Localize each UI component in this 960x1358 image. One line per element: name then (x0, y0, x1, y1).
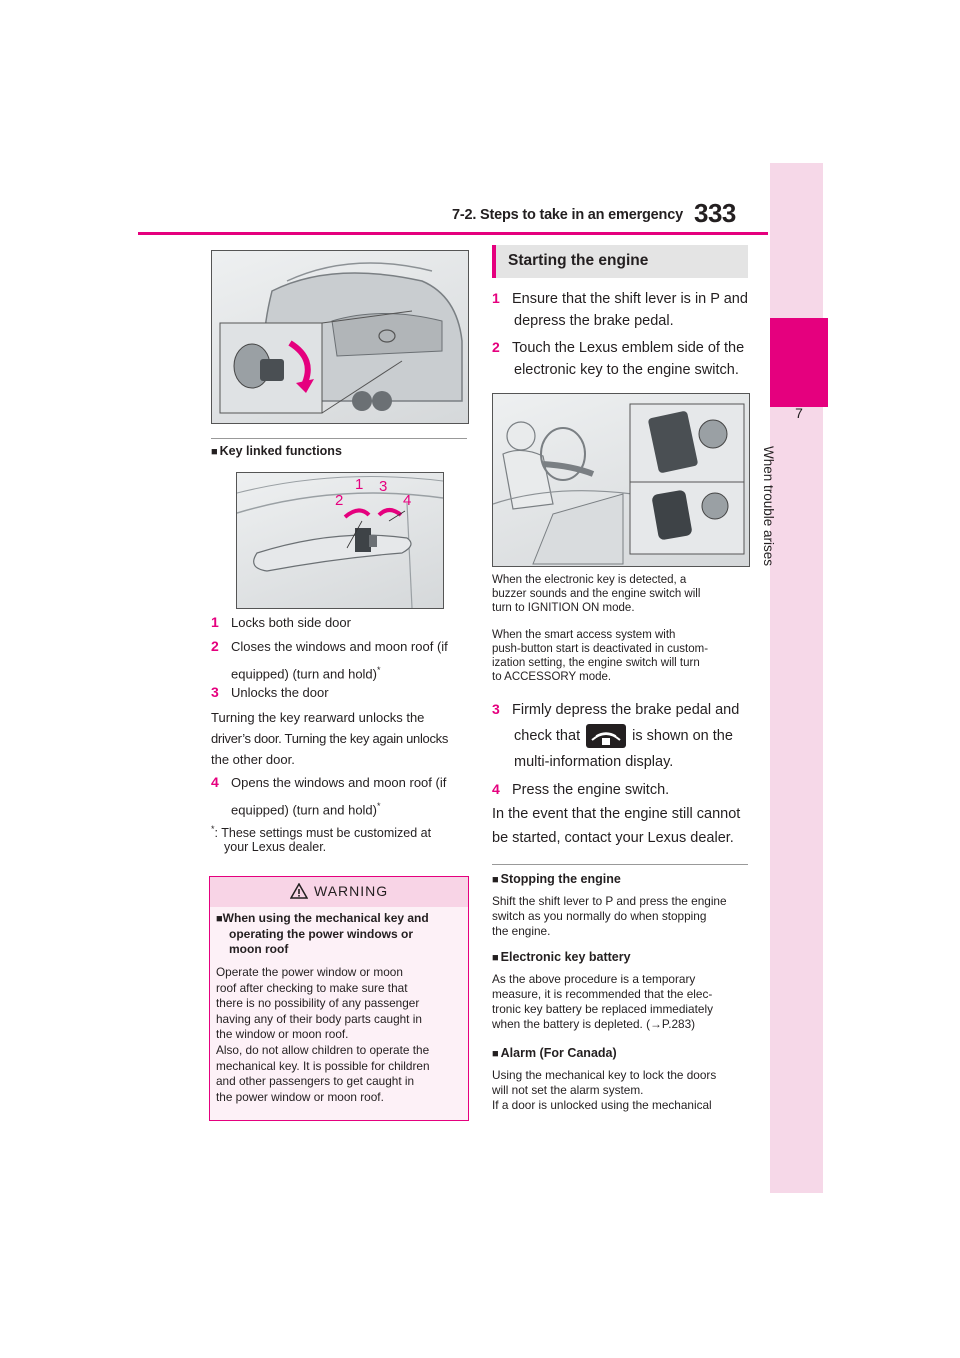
warning-title: WARNING (314, 883, 389, 899)
rear-trunk-illustration (211, 250, 469, 424)
diagram-label-3: 3 (379, 478, 388, 495)
warning-box (209, 876, 469, 1121)
door-handle-illustration (236, 472, 444, 609)
list-item: 3 Unlocks the door (211, 684, 329, 700)
note-1: When the electronic key is detected, a buzzer sounds and the engine switch will turn to IGNITION ON mode. (492, 574, 701, 614)
alarm-heading: ■ Alarm (For Canada) (492, 1046, 617, 1060)
step-4: 4 Press the engine switch. (492, 781, 670, 798)
step-2-cont: electronic key to the engine switch. (514, 362, 739, 378)
key-linked-heading: ■ Key linked functions (211, 444, 342, 458)
warning-triangle-icon (290, 883, 308, 899)
list-item: 1 Locks both side door (211, 614, 351, 630)
chapter-number: 7 (795, 405, 803, 421)
diagram-label-4: 4 (403, 492, 412, 509)
diagram-label-2: 2 (335, 492, 344, 509)
step-1-cont: depress the brake pedal. (514, 313, 674, 329)
step-2: 2 Touch the Lexus emblem side of the (492, 339, 745, 356)
note-2: When the smart access system with push-button start is deactivated in custom- ization setting, the engine switch will turn to ACCESSORY mode. (492, 629, 709, 683)
divider (211, 438, 467, 439)
arrow-right-icon: → (650, 1017, 662, 1031)
driver-key-drawing (493, 394, 749, 566)
stopping-text: Shift the shift lever to P and press the engine switch as you normally do when stopping the engine. (492, 894, 727, 938)
step-3: 3 Firmly depress the brake pedal and (492, 701, 740, 718)
event-text: In the event that the engine still cannot be started, contact your Lexus dealer. (492, 806, 741, 846)
warning-body: Operate the power window or moon roof after checking to make sure that there is no possibility of any passenger having any of their body parts caught in the window or moon roof. Also, do not allow children to operate the mechanical key. It is possible for children and other passengers to get caught in the power window or moon roof. (216, 965, 430, 1104)
stopping-heading: ■ Stopping the engine (492, 872, 621, 886)
section-title-bar (492, 245, 748, 278)
list-item: 2 Closes the windows and moon roof (if (211, 638, 448, 654)
brake-indicator-icon (586, 724, 626, 748)
diagram-label-1: 1 (355, 476, 364, 493)
alarm-text: Using the mechanical key to lock the doors will not set the alarm system. If a door is unlocked using the mechanical (492, 1068, 717, 1112)
car-rear-drawing (212, 251, 468, 423)
page-number: 333 (694, 198, 736, 228)
rearward-text-1: Turning the key rearward unlocks the (211, 710, 425, 725)
list-item: 4 Opens the windows and moon roof (if (211, 774, 447, 790)
rearward-text-2: driver’s door. Turning the key again unlocks (211, 731, 449, 746)
battery-text: As the above procedure is a temporary measure, it is recommended that the elec- tronic key battery be replaced immediately when the battery is depleted. (→P.283) (492, 972, 713, 1031)
door-handle-drawing (237, 473, 443, 608)
section-header: 7-2. Steps to take in an emergency (452, 207, 683, 223)
footnote-cont: your Lexus dealer. (224, 840, 327, 854)
header-rule (138, 232, 768, 235)
chapter-title: When trouble arises (761, 446, 776, 567)
page-reference[interactable]: P.283) (661, 1017, 696, 1031)
warning-header (210, 877, 468, 907)
rearward-text-3: the other door. (211, 752, 295, 767)
engine-start-illustration (492, 393, 750, 567)
section-title: Starting the engine (508, 252, 649, 269)
divider (492, 864, 748, 865)
list-item-cont: equipped) (turn and hold)* (231, 665, 381, 682)
battery-heading: ■ Electronic key battery (492, 950, 631, 964)
step-3-cont: check that is shown on the (514, 722, 733, 750)
step-1: 1 Ensure that the shift lever is in P and (492, 290, 748, 307)
step-3-cont2: multi-information display. (514, 754, 674, 770)
chapter-tab-marker (770, 318, 828, 407)
warning-subheading: ■When using the mechanical key and operating the power windows or moon roof (216, 911, 429, 956)
footnote: *: These settings must be customized at (211, 824, 432, 841)
list-item-cont: equipped) (turn and hold)* (231, 801, 381, 818)
